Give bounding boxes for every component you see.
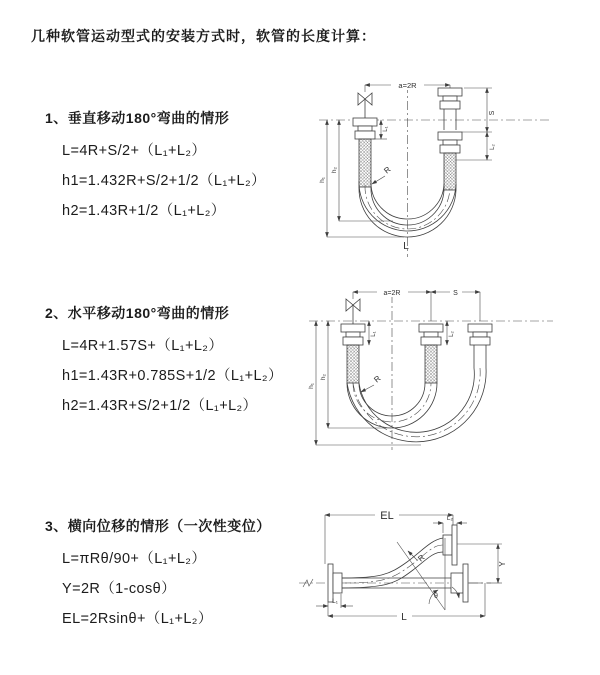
left-flange [328,564,342,602]
section-3-formula-EL: EL=2Rsinθ+（L₁+L₂） [62,611,213,627]
dim-label-h2: h₂ [331,166,338,174]
diagram-lateral-displacement [295,498,600,658]
length-label: L [403,241,409,252]
section-1-heading: 1、垂直移动180°弯曲的情形 [45,110,230,126]
hose-bend-curves [347,368,486,442]
section-1-formula-L: L=4R+S/2+（L₁+L₂） [62,143,207,159]
dim-label-el: EL [380,510,394,522]
braided-hose-section [359,139,371,187]
radius-label: R [382,164,393,176]
right-flange-original [451,564,483,602]
section-1-formula-h2: h2=1.43R+1/2（L₁+L₂） [62,203,226,219]
dim-label-l2: L₂ [490,144,496,150]
left-fitting [353,118,377,187]
dim-label-l1: L₁ [383,126,389,132]
section-2-heading: 2、水平移动180°弯曲的情形 [45,305,230,321]
left-fitting [341,324,365,383]
diagram-horizontal-move-180 [303,278,600,456]
right-fitting-moved [468,324,492,368]
dim-label-l1: L₁ [332,598,338,605]
valve-icon [346,299,360,324]
page-title: 几种软管运动型式的安装方式时，软管的长度计算： [31,28,376,44]
radius-label: R [372,373,383,385]
dim-label-l1: L₁ [371,331,377,337]
dim-label-a2r: a=2R [398,81,417,90]
section-2-formula-L: L=4R+1.57S+（L₁+L₂） [62,338,224,354]
angle-label: θ [434,593,438,600]
dim-label-s: S [489,110,496,116]
dim-label-h2: h₂ [320,373,327,381]
dim-label-h1: h₁ [308,383,315,389]
dim-label-l2: L₂ [449,331,455,337]
diagram-vertical-move-180 [313,72,598,262]
valve-icon [358,93,372,118]
dim-label-a2r: a=2R [383,290,401,297]
middle-fitting [419,324,443,383]
dim-label-h1: h₁ [319,177,326,183]
braided-hose-section [444,153,456,190]
section-3-formula-Y: Y=2R（1-cosθ） [62,581,176,597]
section-2-formula-h1: h1=1.43R+0.785S+1/2（L₁+L₂） [62,368,283,384]
section-2-formula-h2: h2=1.43R+S/2+1/2（L₁+L₂） [62,398,258,414]
section-3-heading: 3、横向位移的情形（一次性变位） [45,518,271,534]
dim-label-l: L [401,612,407,623]
dim-label-l2: L₂ [446,515,454,522]
right-fitting-lower [438,132,462,190]
dim-label-y: Y [498,561,507,567]
section-1-formula-h1: h1=1.432R+S/2+1/2（L₁+L₂） [62,173,266,189]
section-3-formula-L: L=πRθ/90+（L₁+L₂） [62,551,207,567]
curved-hose-displaced [342,538,443,588]
dim-label-s: S [453,290,458,297]
right-fitting-upper [438,88,462,130]
radius-label: R [416,552,427,564]
